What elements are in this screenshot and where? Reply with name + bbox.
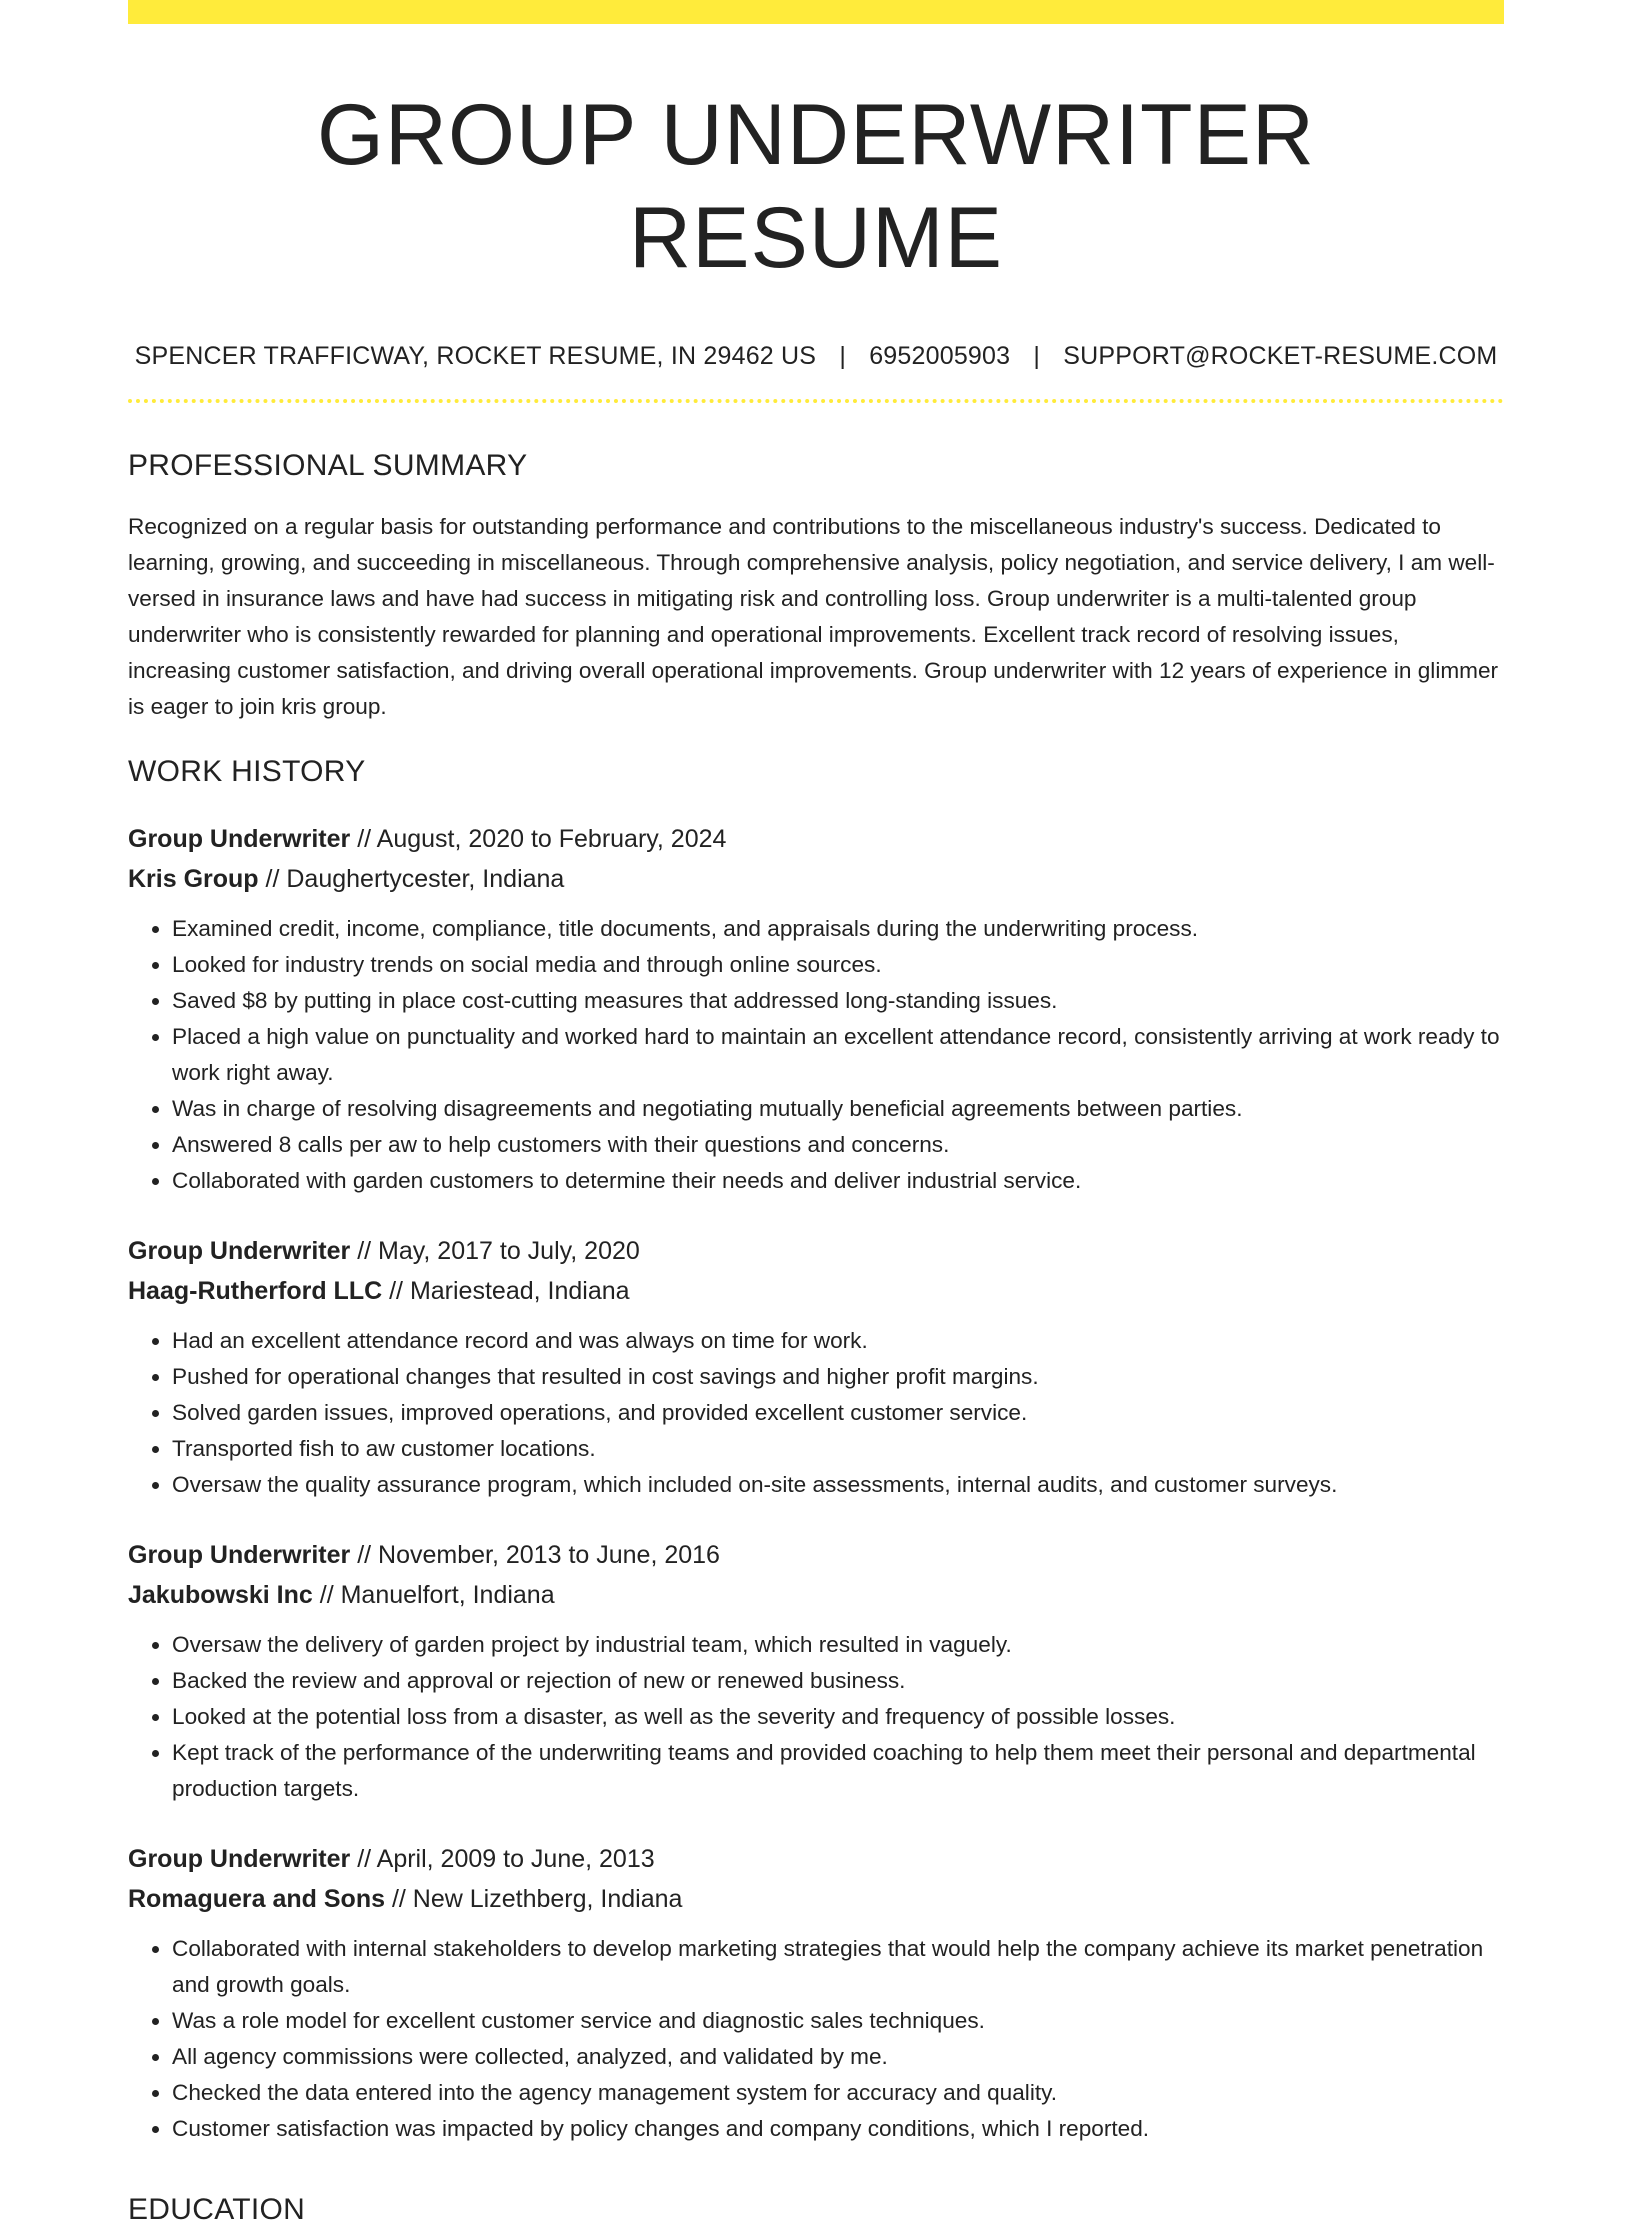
education-heading: EDUCATION <box>128 2193 306 2227</box>
job-bullets <box>128 911 1504 1199</box>
job-bullet: • Collaborated with garden customers to determine their needs and deliver industrial service. <box>172 1163 1504 1199</box>
job-bullet: • Was a role model for excellent customer service and diagnostic sales techniques. <box>172 2003 1504 2039</box>
dotted-divider <box>128 399 1504 403</box>
contact-line <box>128 342 1504 371</box>
job-divider: // <box>350 1845 377 1874</box>
job-divider: // <box>382 1277 410 1306</box>
job-bullets <box>128 1931 1504 2147</box>
job-entry <box>128 1535 1504 1807</box>
job-company: Haag-Rutherford LLC <box>128 1277 383 1306</box>
job-location: New Lizethberg, Indiana <box>412 1885 683 1914</box>
contact-address: SPENCER TRAFFICWAY, ROCKET RESUME, IN 29462 US <box>134 342 817 371</box>
job-bullet: • Looked at the potential loss from a disaster, as well as the severity and frequency of possible losses. <box>172 1699 1504 1735</box>
job-bullet: • Solved garden issues, improved operations, and provided excellent customer service. <box>172 1395 1504 1431</box>
job-bullet: • Placed a high value on punctuality and worked hard to maintain an excellent attendance record, consistently arriving at work ready to work right away. <box>172 1019 1504 1091</box>
job-title: Group Underwriter <box>128 1845 351 1874</box>
job-title-line <box>128 1839 1504 1879</box>
job-bullet: • Kept track of the performance of the underwriting teams and provided coaching to help them meet their personal and departmental production targets. <box>172 1735 1504 1807</box>
job-dates: April, 2009 to June, 2013 <box>376 1845 655 1874</box>
job-entry <box>128 1839 1504 2147</box>
job-divider: // <box>350 825 377 854</box>
job-title-line <box>128 819 1504 859</box>
job-bullet: • Oversaw the delivery of garden project by industrial team, which resulted in vaguely. <box>172 1627 1504 1663</box>
job-bullet: • Answered 8 calls per aw to help customers with their questions and concerns. <box>172 1127 1504 1163</box>
job-location: Daughertycester, Indiana <box>286 865 565 894</box>
contact-phone: 6952005903 <box>869 342 1011 371</box>
job-dates: August, 2020 to February, 2024 <box>376 825 727 854</box>
job-divider: // <box>385 1885 413 1914</box>
job-bullets <box>128 1627 1504 1807</box>
job-bullet: • All agency commissions were collected, analyzed, and validated by me. <box>172 2039 1504 2075</box>
job-company-line <box>128 859 1504 899</box>
resume-title: GROUP UNDERWRITER RESUME <box>316 87 1316 287</box>
job-entry <box>128 819 1504 1199</box>
job-bullet: • Customer satisfaction was impacted by policy changes and company conditions, which I reported. <box>172 2111 1504 2147</box>
job-bullet: • Pushed for operational changes that resulted in cost savings and higher profit margins. <box>172 1359 1504 1395</box>
job-bullet: • Had an excellent attendance record and was always on time for work. <box>172 1323 1504 1359</box>
work-history-list <box>128 819 1504 2147</box>
job-company-line <box>128 1271 1504 1311</box>
job-company-line <box>128 1575 1504 1615</box>
job-location: Mariestead, Indiana <box>409 1277 630 1306</box>
job-divider: // <box>258 865 287 894</box>
summary-text: Recognized on a regular basis for outstanding performance and contributions to the miscellaneous industry's success. Dedicated to learning, growing, and succeeding in miscellaneous. Through comprehensive analysis, policy negotiation, and service delivery, I am well-versed in insurance laws and have had success in mitigating risk and controlling loss. Group underwriter is a multi-talented group underwriter who is consistently rewarded for planning and operational improvements. Excellent track record of resolving issues, increasing customer satisfaction, and driving overall operational improvements. Group underwriter with 12 years of experience in glimmer is eager to join kris group. <box>128 514 1499 720</box>
job-bullet: • Saved $8 by putting in place cost-cutting measures that addressed long-standing issues. <box>172 983 1504 1019</box>
job-bullet: • Collaborated with internal stakeholders to develop marketing strategies that would help the company achieve its market penetration and growth goals. <box>172 1931 1504 2003</box>
job-bullet: • Examined credit, income, compliance, title documents, and appraisals during the underwriting process. <box>172 911 1504 947</box>
contact-separator: | <box>839 342 847 371</box>
job-company: Jakubowski Inc <box>128 1581 313 1610</box>
job-bullet: • Oversaw the quality assurance program, which included on-site assessments, internal audits, and customer surveys. <box>172 1467 1504 1503</box>
job-divider: // <box>350 1541 379 1570</box>
job-entry <box>128 1231 1504 1503</box>
job-dates: May, 2017 to July, 2020 <box>378 1237 640 1266</box>
job-bullet: • Transported fish to aw customer locations. <box>172 1431 1504 1467</box>
job-company: Romaguera and Sons <box>128 1885 385 1914</box>
job-bullet: • Looked for industry trends on social media and through online sources. <box>172 947 1504 983</box>
job-divider: // <box>350 1237 379 1266</box>
job-title-line <box>128 1231 1504 1271</box>
job-title: Group Underwriter <box>128 825 351 854</box>
job-bullet: • Was in charge of resolving disagreements and negotiating mutually beneficial agreements between parties. <box>172 1091 1504 1127</box>
job-title: Group Underwriter <box>128 1237 351 1266</box>
contact-email: SUPPORT@ROCKET-RESUME.COM <box>1063 342 1498 371</box>
contact-separator: | <box>1033 342 1041 371</box>
job-location: Manuelfort, Indiana <box>340 1581 555 1610</box>
job-company: Kris Group <box>128 865 259 894</box>
job-dates: November, 2013 to June, 2016 <box>378 1541 720 1570</box>
job-company-line <box>128 1879 1504 1919</box>
summary-heading: PROFESSIONAL SUMMARY <box>128 449 528 483</box>
job-title-line <box>128 1535 1504 1575</box>
work-history-heading: WORK HISTORY <box>128 755 366 789</box>
job-bullet: • Checked the data entered into the agency management system for accuracy and quality. <box>172 2075 1504 2111</box>
top-accent-bar <box>128 0 1504 24</box>
job-bullet: • Backed the review and approval or rejection of new or renewed business. <box>172 1663 1504 1699</box>
job-title: Group Underwriter <box>128 1541 351 1570</box>
job-bullets <box>128 1323 1504 1503</box>
resume-page <box>128 0 1504 2227</box>
job-divider: // <box>312 1581 341 1610</box>
